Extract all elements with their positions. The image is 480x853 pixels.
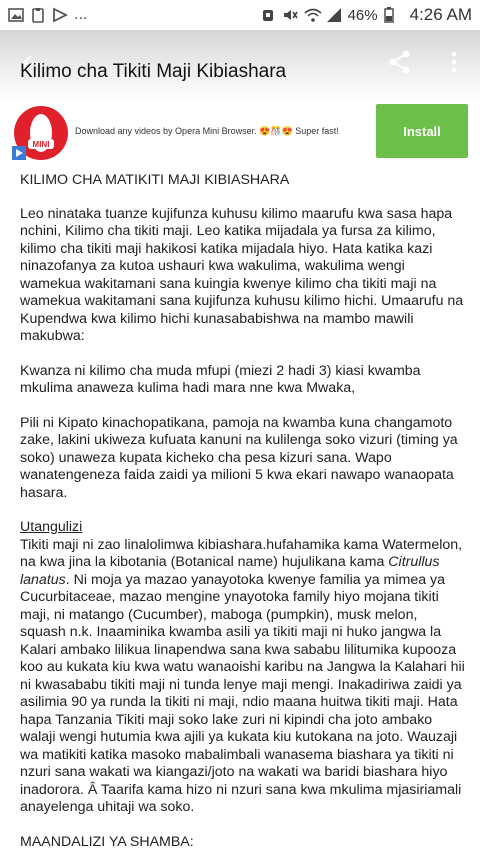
section-title-utangulizi: Utangulizi <box>20 519 83 535</box>
article-heading: KILIMO CHA MATIKITI MAJI KIBIASHARA <box>20 172 290 188</box>
intro-paragraph <box>20 537 466 817</box>
ad-banner[interactable] <box>0 102 480 166</box>
mute-icon <box>282 7 298 23</box>
install-button[interactable]: Install <box>376 104 468 158</box>
section-heading-maandalizi: MAANDALIZI YA SHAMBA: <box>20 833 194 850</box>
article-paragraph-1: Leo ninataka tuanze kujifunza kuhusu kilimo maarufu kwa sasa hapa nchini, Kilimo cha tikiti maji. Leo katika mijadala ya fursa za kilimo, kilimo cha tikiti maji hakikosi katika mijadala hiyo. Hata katika kazi ninazofanya za kutoa ushauri kwa wakulima, wakulima wengi wamekua wakitamani sana kuingia kwenye kilimo cha tikiti maji na wamekua wakitamani sana kujifunza kuhusu kilimo hichi. Umaarufu na Kupendwa kwa kilimo hichi kunasababishwa na mambo mawili makubwa: <box>20 205 464 344</box>
status-bar <box>0 0 480 30</box>
battery-icon <box>384 7 400 23</box>
ad-choices-icon[interactable] <box>12 146 26 160</box>
intro-text-rest: . Ni moja ya mazao yanayotoka kwenye familia ya mimea ya Cucurbitaceae, mazao mengine ynayotoka family hiyo mojana tikiti maji, ni matango (Cucumber), maboga (pumpkin), musk melon, squash n.k. Inaaminika kwamba asili ya tikiti maji ni huko jangwa la Kalari ambako lilikua linapendwa sana kwa sababu lilitumika kupooza koo au kukata kiu kwa watu wanaoishi karibu na Jangwa la Kalahari hii ni kwasababu tikiti maji ni tunda lenye maji mengi. Inakadiriwa zaidi ya asilimia 90 ya runda la tikiti ni maji, ndio maana huitwa tikiti maji. Hata hapa Tanzania Tikiti maji soko lake zuri ni kipindi cha joto ambako walaji wengi hutumia kwa ajili ya kukata kiu kutokana na joto. Wauzaji wa matikiti katika masoko mabalimbali wanasema biashara ya tikiti ni nzuri sana wakati wa kiangazi/joto na wakati wa baridi biashara hiyo inadorora. Â Taarifa kama hizo ni nzuri sana kwa mkulima mjasiriamali anayelenga uhitaji wa soko. <box>20 571 465 815</box>
clock: 4:26 AM <box>409 5 472 24</box>
page-title: Kilimo cha Tikiti Maji Kibiashara <box>20 61 287 82</box>
ad-description: Download any videos by Opera Mini Browser. 😍🎊😍 Super fast! <box>75 126 339 136</box>
more-notifications-indicator: ... <box>74 6 88 23</box>
app-bar <box>0 30 480 102</box>
wifi-icon <box>304 7 320 23</box>
article-paragraph-3: Pili ni Kipato kinachopatikana, pamoja na kwamba kuna changamoto zake, lakini ukiweza kufuata kanuni na kulilenga soko vizuri (timing ya soko) unaweza kupata kicheko cha pesa kizuri sana. Wapo wanatengeneza faida zaidi ya milioni 5 kwa ekari nawapo wanaopata hasara. <box>20 414 458 501</box>
signal-icon <box>326 7 342 23</box>
image-notification-icon <box>8 7 24 23</box>
alarm-icon <box>260 7 276 23</box>
notification-icons <box>8 6 87 24</box>
clipboard-notification-icon <box>30 7 46 23</box>
intro-text-start: Tikiti maji ni zao linalolimwa kibiashara.hufahamika kama Watermelon, na kwa jina la kibotania (Botanical name) hujulikana kama <box>20 536 463 570</box>
battery-percent: 46% <box>347 6 378 24</box>
svg-text:MINI: MINI <box>32 140 50 149</box>
system-status <box>260 5 472 25</box>
article-paragraph-2: Kwanza ni kilimo cha muda mfupi (miezi 2 hadi 3) kiasi kwamba mkulima anaweza kulima hadi mara nne kwa Mwaka, <box>20 362 421 396</box>
play-notification-icon <box>52 7 68 23</box>
botanical-name: Citrullus lanatus <box>20 554 440 588</box>
share-icon[interactable] <box>386 48 414 76</box>
article-content <box>20 172 466 853</box>
overflow-menu-icon[interactable] <box>444 48 464 76</box>
